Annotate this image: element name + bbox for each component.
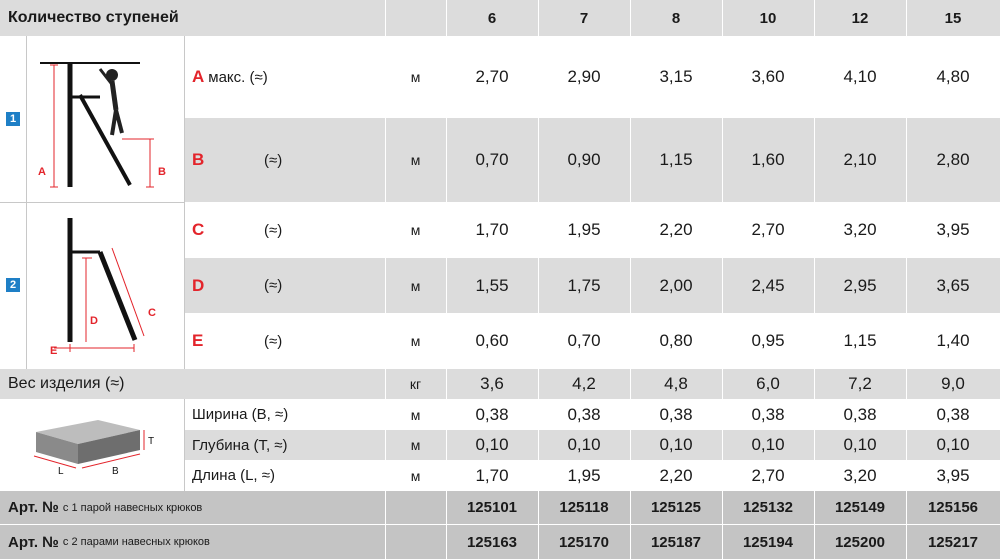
article-number: 125101 (466, 499, 518, 516)
value-cell: 0,90 (567, 150, 601, 169)
header-step: 7 (579, 9, 589, 27)
article-number: 125132 (742, 499, 794, 516)
value-cell: 0,60 (475, 331, 509, 350)
article-label-2 (8, 525, 210, 559)
value-cell: 1,60 (751, 150, 785, 169)
value-cell: 0,70 (475, 150, 509, 169)
value-cell: 1,15 (659, 150, 693, 169)
unit-cell: м (410, 437, 421, 453)
row-desc: (≈) (264, 277, 283, 294)
value-cell: 3,20 (843, 220, 877, 239)
section-badge-2: 2 (6, 278, 20, 292)
dim-label-a: A (38, 166, 46, 178)
weight-value: 7,2 (848, 374, 872, 393)
value-cell: 4,10 (843, 67, 877, 86)
value-cell: 0,70 (567, 331, 601, 350)
value-cell: 2,90 (567, 67, 601, 86)
value-cell: 0,10 (936, 435, 970, 454)
header-step: 15 (944, 9, 962, 27)
box-label-l: L (58, 466, 64, 477)
value-cell: 1,95 (567, 220, 601, 239)
article-number: 125156 (927, 499, 979, 516)
value-cell: 0,38 (567, 404, 601, 424)
value-cell: 1,70 (475, 220, 509, 239)
value-cell: 1,75 (567, 275, 601, 295)
value-cell: 2,70 (751, 465, 785, 485)
header-step: 8 (671, 9, 681, 27)
row-letter: C (192, 220, 205, 239)
unit-cell: м (410, 152, 421, 168)
article-sub: с 2 парами навесных крюков (62, 536, 210, 548)
article-number: 125125 (650, 499, 702, 516)
value-cell: 3,65 (936, 275, 970, 295)
value-cell: 0,38 (475, 404, 509, 424)
row-desc: (≈) (264, 151, 283, 169)
value-cell: 2,95 (843, 275, 877, 295)
weight-value: 6,0 (756, 374, 780, 393)
unit-cell: м (410, 222, 421, 238)
value-cell: 1,15 (843, 331, 877, 350)
article-number: 125200 (834, 533, 886, 551)
article-sub: с 1 парой навесных крюков (62, 501, 203, 514)
row-desc: (≈) (264, 332, 283, 350)
article-main: Арт. № (8, 499, 59, 516)
weight-value: 4,2 (572, 374, 596, 393)
header-step: 12 (851, 9, 869, 27)
value-cell: 3,20 (843, 465, 877, 485)
row-a-label (192, 36, 268, 118)
header-step: 6 (487, 9, 497, 27)
unit-cell: м (410, 333, 421, 349)
unit-cell: м (410, 277, 421, 294)
article-label-1 (8, 491, 202, 524)
article-main: Арт. № (8, 533, 59, 551)
row-desc: макс. (≈) (208, 68, 268, 86)
value-cell: 0,80 (659, 331, 693, 350)
value-cell: 2,70 (475, 67, 509, 86)
value-cell: 2,45 (751, 275, 785, 295)
row-d-label (192, 258, 282, 313)
value-cell: 0,95 (751, 331, 785, 350)
box-label-b: B (112, 466, 119, 477)
article-number: 125149 (834, 499, 886, 516)
value-cell: 0,10 (659, 435, 693, 454)
weight-value: 4,8 (664, 374, 688, 393)
ladder-lean-diagram (30, 55, 180, 195)
length-label: Длина (L, ≈) (192, 467, 275, 484)
header-step: 10 (759, 9, 777, 27)
value-cell: 3,60 (751, 67, 785, 86)
value-cell: 2,20 (659, 465, 693, 485)
width-label: Ширина (B, ≈) (192, 406, 289, 423)
weight-value: 3,6 (480, 374, 504, 393)
header-label: Количество ступеней (8, 9, 179, 26)
weight-value: 9,0 (941, 374, 965, 393)
unit-cell: м (410, 406, 421, 423)
article-number: 125194 (742, 533, 794, 551)
value-cell: 2,00 (659, 275, 693, 295)
value-cell: 2,80 (936, 150, 970, 169)
value-cell: 0,38 (843, 404, 877, 424)
row-desc: (≈) (264, 221, 283, 239)
row-letter: D (192, 275, 205, 295)
ladder-standing-diagram (30, 210, 180, 360)
section-badge-1: 1 (6, 112, 20, 126)
dim-label-d: D (90, 315, 98, 327)
weight-label: Вес изделия (≈) (8, 375, 125, 392)
value-cell: 1,40 (936, 331, 970, 350)
box-label-t: T (148, 436, 155, 447)
value-cell: 0,10 (751, 435, 785, 454)
row-c-label (192, 202, 282, 258)
article-number: 125170 (558, 533, 610, 551)
article-number: 125163 (466, 533, 518, 551)
article-number: 125118 (559, 499, 609, 516)
value-cell: 1,70 (475, 465, 509, 485)
row-letter: B (192, 150, 205, 169)
depth-label: Глубина (T, ≈) (192, 436, 288, 454)
value-cell: 2,20 (659, 220, 693, 239)
unit-cell: м (410, 467, 421, 484)
package-box-diagram (28, 408, 168, 484)
value-cell: 3,15 (659, 67, 693, 86)
value-cell: 0,38 (659, 404, 693, 424)
value-cell: 0,10 (475, 435, 509, 454)
article-number: 125217 (927, 533, 979, 551)
row-b-label (192, 118, 282, 202)
value-cell: 0,38 (751, 404, 785, 424)
article-number: 125187 (650, 533, 702, 551)
dim-label-e: E (50, 345, 58, 357)
value-cell: 3,95 (936, 220, 970, 239)
value-cell: 1,95 (567, 465, 601, 485)
dim-label-b: B (158, 166, 166, 178)
value-cell: 4,80 (936, 67, 970, 86)
value-cell: 0,10 (843, 435, 877, 454)
value-cell: 2,10 (843, 150, 877, 169)
row-letter: E (192, 331, 204, 350)
value-cell: 0,10 (567, 435, 601, 454)
dim-label-c: C (148, 307, 156, 319)
row-letter: A (192, 67, 205, 86)
row-e-label (192, 313, 282, 369)
unit-cell: м (410, 69, 421, 85)
value-cell: 0,38 (936, 404, 970, 424)
value-cell: 3,95 (936, 465, 970, 485)
value-cell: 1,55 (475, 275, 509, 295)
value-cell: 2,70 (751, 220, 785, 239)
weight-unit: кг (409, 376, 422, 392)
